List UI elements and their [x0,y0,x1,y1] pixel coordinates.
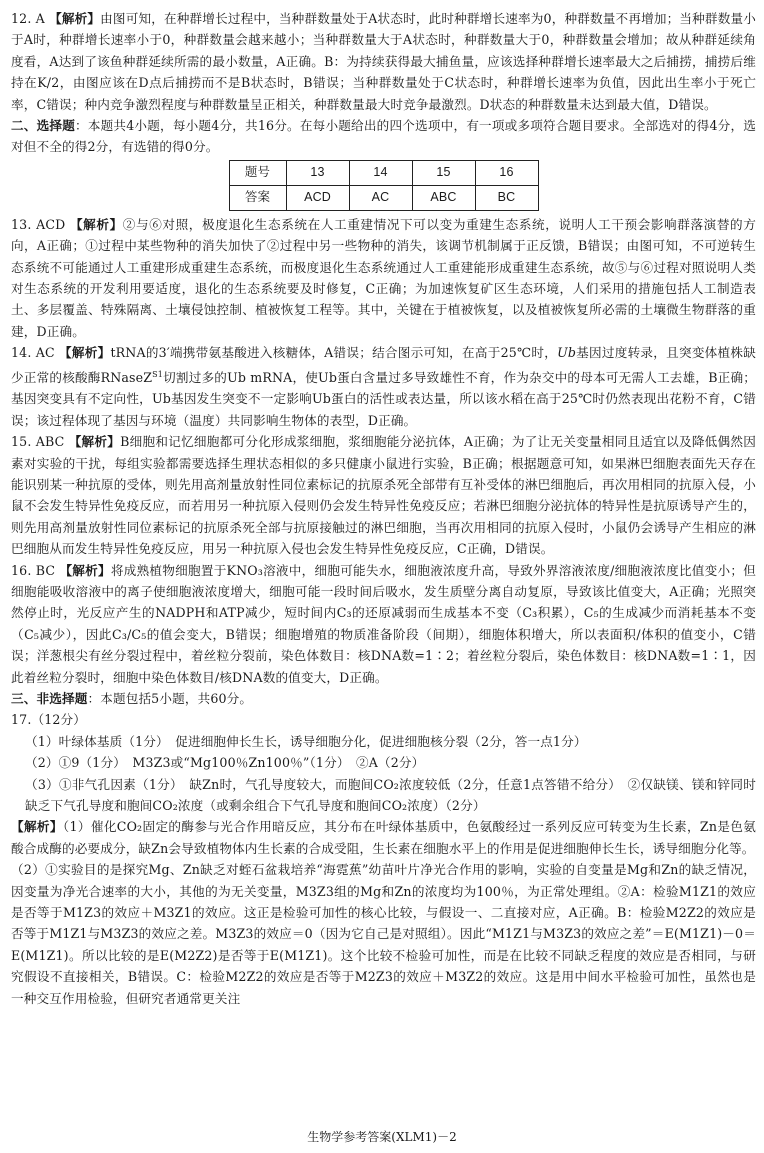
q16-answer [11,560,756,688]
section-three-intro [11,688,756,709]
answer-sheet [11,8,756,1009]
answer-table-answer-row [229,185,538,210]
analysis-tag: 【解析】 [59,345,111,361]
section-two-title: 二、选择题 [11,118,76,134]
table-cell-answer: ACD [286,185,349,210]
table-cell-number: 13 [286,160,349,185]
table-cell-answer: ABC [412,185,475,210]
answer-table [229,160,539,211]
table-cell-number: 16 [475,160,538,185]
q16-body: 将成熟植物细胞置于KNO₃溶液中，细胞可能失水，细胞液浓度升高，导致外界溶液浓度/细胞液浓度比值变小；但细胞能吸收溶液中的离子使细胞液浓度增大，细胞可能一段时间后吸水，发生质壁分离自动复原，导致该比值变大，A正确；光照突然停止时，光反应产生的NADPH和ATP减少，短时间内C₃的还原减弱而生成基本不变（C₃积累），C₅的生成减少而消耗基本不变（C₅减少），因此C₃/C₅的值会变大，B错误；细胞增殖的物质准备阶段（间期），细胞体积增大，所以表面积/体积的值变小，C错误；洋葱根尖有丝分裂过程中，着丝粒分裂前，染色体数目：核DNA数=1∶2；着丝粒分裂后，染色体数目：核DNA数=1∶1，因此着丝粒分裂时，细胞中染色体数目/核DNA数的值变大，D正确。 [11,562,756,685]
q17-explanation-1 [11,816,756,859]
q14-superscript: S1 [152,369,164,379]
analysis-tag: 【解析】 [11,819,63,835]
q12-answer [11,8,756,115]
q14-lead: 14. AC [11,345,60,361]
analysis-tag: 【解析】 [49,11,101,26]
q17-explanation-2: （2）①实验目的是探究Mg、Zn缺乏对蛭石盆栽培养“海霓蕉”幼苗叶片净光合作用的影响，实验的自变量是Mg和Zn的缺乏情况，因变量为净光合速率的大小，其他的为无关变量，M3Z3组的Mg和Zn的浓度均为100％，为正常处理组。②A：检验M1Z1的效应是否等于M1Z3的效应＋M3Z1的效应。这正是检验可加性的核心比较，与假设一、二直接对应，A正确。B：检验M2Z2的效应是否等于M1Z1与M3Z3的效应之差。M3Z3的效应＝0（因为它自己是对照组）。因此“M1Z1与M3Z3的效应之差”＝E(M1Z1)－0＝E(M1Z1)。所以比较的是E(M2Z2)是否等于E(M1Z1)。这个比较不检验可加性，而是在比较不同缺乏程度的效应是否相同，与研究假设不直接相关，B错误。C：检验M2Z2的效应是否等于M2Z3的效应＋M3Z2的效应。这是用中间水平检验可加性，虽然也是一种交互作用检验，但研究者通常更关注 [11,862,756,1006]
q15-answer [11,431,756,559]
q14-body-a: tRNA的3′端携带氨基酸进入核糖体，A错误；结合图示可知，在高于25℃时， [110,345,558,361]
q14-answer [11,342,756,431]
analysis-tag: 【解析】 [59,562,111,578]
answer-table-number-row [229,160,538,185]
table-cell-number: 14 [349,160,412,185]
q12-lead: 12. A [11,11,50,26]
q14-body-c: 基因过度转录，且突变体植株缺少正常的核酸酶RNaseZ [11,345,756,385]
q15-body: B细胞和记忆细胞都可分化形成浆细胞，浆细胞能分泌抗体，A正确；为了让无关变量相同且适宜以及降低偶然因素对实验的干扰，每组实验都需要选择生理状态相似的多只健康小鼠进行实验，B正确；根据题意可知，如果淋巴细胞表面先天存在能识别某一种抗原的受体，则先用高剂量放射性同位素标记的抗原杀死全部带有互补受体的淋巴细胞后，再次用相同的抗原入侵，小鼠不会发生特异性免疫反应，而若用另一种抗原入侵则仍会发生特异性免疫反应；若淋巴细胞分泌抗体的特异性是抗原诱导产生的，则先用高剂量放射性同位素标记的抗原杀死全部与抗原接触过的淋巴细胞，当再次用相同的抗原入侵时，小鼠仍会诱导产生相应的淋巴细胞从而发生特异性免疫反应，用另一种抗原入侵也会发生特异性免疫反应，C正确，D错误。 [11,434,756,557]
analysis-tag: 【解析】 [68,434,121,450]
q17-heading: 17.（12分） [11,712,87,728]
q17-answer-1: （1）叶绿体基质（1分） 促进细胞伸长生长，诱导细胞分化，促进细胞核分裂（2分，答一点1分） [25,733,587,749]
table-cell-number: 15 [412,160,475,185]
section-three-title: 三、非选择题 [11,690,88,706]
q14-gene-name: Ub [557,345,577,361]
q13-answer [11,214,756,342]
q12-body: 由图可知，在种群增长过程中，当种群数量处于A状态时，此时种群增长速率为0，种群数量不再增加；当种群数量小于A时，种群增长速率小于0，种群数量会越来越小；当种群数量大于A状态时，种群数量大于0，种群数量会增加；故从种群延续角度看，A达到了该鱼种群延续所需的最小数量，A正确。B：为持续获得最大捕鱼量，应该选择种群增长速率最大之后捕捞，捕捞后维持在K/2，由图应该在D点后捕捞而不是B状态时，B错误；当种群数量处于C状态时，种群增长速率为负值，因此出生率小于死亡率，C错误；种内竞争激烈程度与种群数量呈正相关，种群数量最大时竞争最激烈。D状态的种群数量未达到最大值，D错误。 [11,11,756,112]
table-header-number: 题号 [229,160,286,185]
section-three-text: ：本题包括5小题，共60分。 [87,690,253,706]
analysis-tag: 【解析】 [69,216,123,232]
q17-answer-3: （3）①非气孔因素（1分） 缺Zn时，气孔导度较大，而胞间CO₂浓度较低（2分，任意1点答错不给分） ②仅缺镁、镁和锌同时缺乏下气孔导度和胞间CO₂浓度（或剩余组合下气孔导度和胞间CO₂浓度）（2分） [25,776,756,813]
page-footer: 生物学参考答案(XLM1)－2 [307,1130,457,1144]
q17-answer-2: （2）①9（1分） M3Z3或“Mg100％Zn100％”（1分） ②A（2分） [25,755,425,771]
q16-lead: 16. BC [11,562,60,578]
q15-lead: 15. ABC [11,434,69,450]
q13-body: ②与⑥对照，极度退化生态系统在人工重建情况下可以变为重建生态系统，说明人工干预会影响群落演替的方向，A正确；①过程中某些物种的消失加快了②过程中另一些物种的消失，该调节机制属于正反馈，B错误；由图可知，不可逆转生态系统不可能通过人工重建形成重建生态系统，而极度退化生态系统通过人工重建能形成重建生态系统，故⑤与⑥过程对照说明人类对生态系统的开发利用要适度，退化的生态系统要及时修复，C正确；为加速恢复矿区生态环境，人们采用的措施包括人工制造表土、多层覆盖、特殊隔离、土壤侵蚀控制、植被恢复工程等。其中，关键在于植被恢复，以及植被恢复所必需的土壤微生物群落的重建，D正确。 [11,216,757,339]
table-header-answer: 答案 [229,185,286,210]
table-cell-answer: BC [475,185,538,210]
section-two-text: ：本题共4小题，每小题4分，共16分。在每小题给出的四个选项中，有一项或多项符合题目要求。全部选对的得4分，选对但不全的得2分，有选错的得0分。 [11,118,757,155]
q17-explanation-1-text: （1）催化CO₂固定的酶参与光合作用暗反应，其分布在叶绿体基质中，色氨酸经过一系列反应可转变为生长素，Zn是色氨酸合成酶的必要成分，缺Zn会导致植物体内生长素的合成受阻，生长素在细胞水平上的作用是促进细胞伸长生长，诱导细胞分化等。 [11,819,756,856]
section-two-intro [11,115,756,158]
q14-body-e: 切割过多的Ub mRNA，使Ub蛋白含量过多导致雄性不育，作为杂交中的母本可无需人工去雄，B正确；基因突变具有不定向性，Ub基因发生突变不一定影响Ub蛋白的活性或表达量，所以该水稻在高于25℃时仍然表现出花粉不育，C错误；该过程体现了基因与环境（温度）共同影响生物体的表型，D正确。 [11,369,756,428]
q13-lead: 13. ACD [11,216,70,232]
table-cell-answer: AC [349,185,412,210]
